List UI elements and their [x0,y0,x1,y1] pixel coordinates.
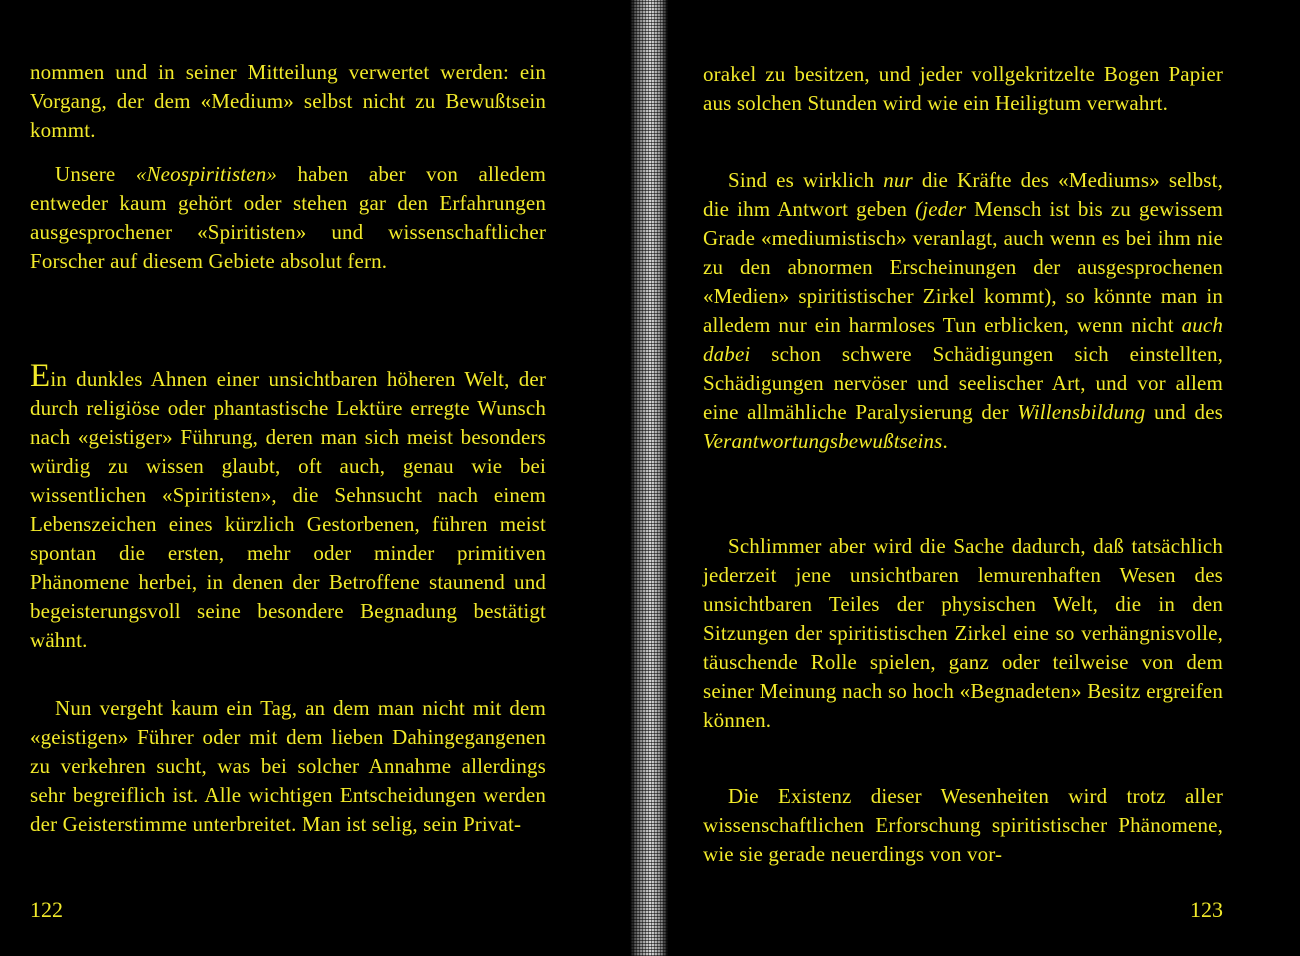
page-number: 123 [1190,897,1223,922]
paragraph-text: orakel zu besitzen, und jeder vollgekritzelte Bogen Papier aus solchen Stunden wird wie ein Heiligtum verwahrt. [703,62,1223,115]
paragraph [30,358,546,655]
book-gutter [630,0,668,956]
italic-term: auch dabei [703,313,1223,366]
paragraph-text: in dunkles Ahnen einer unsichtbaren höheren Welt, der durch religiöse oder phantastische Lektüre erregte Wunsch nach «geistiger» Führung, deren man sich meist besonders würdig zu wissen glaubt, oft auch, genau wie bei wissentlichen «Spiritisten», die Sehnsucht nach einem Lebenszeichen eines kürzlich Gestorbenen, führen meist spontan die ersten, mehr oder minder primitiven Phänomene herbei, in denen der Betroffene staunend und begeisterungsvoll seine besondere Begnadung bestätigt wähnt. [30,367,546,652]
paragraph-text: die Kräfte des «Mediums» selbst, die ihm Antwort geben [703,168,1223,221]
paragraph [703,60,1223,118]
right-page [703,0,1223,956]
drop-cap: E [30,358,51,394]
italic-term: Willensbildung [1017,400,1146,424]
paragraph-text: schon schwere Schädigungen sich einstellten, Schädigungen nervöser und seelischer Art, und vor allem eine allmähliche Paralysierung der [703,342,1223,424]
page-number: 122 [30,897,63,922]
paragraph [30,694,546,839]
paragraph-text: Schlimmer aber wird die Sache dadurch, daß tatsächlich jederzeit jene unsichtbaren lemurenhaften Wesen des unsichtbaren Teiles der physischen Welt, die in den Sitzungen der spiritistischen Zirkel eine so verhängnisvolle, täuschende Rolle spielen, ganz oder teilweise von dem seiner Meinung nach so hoch «Begnadeten» Besitz ergreifen können. [703,534,1223,732]
left-page [30,0,546,956]
italic-term: Verantwortungsbewußtseins [703,429,943,453]
paragraph-text: . [942,429,948,453]
paragraph-text: Sind es wirklich [728,168,884,192]
paragraph [703,782,1223,869]
paragraph [703,532,1223,735]
paragraph [30,58,546,145]
paragraph-text: und des [1145,400,1223,424]
italic-term: nur [883,168,913,192]
paragraph [30,160,546,276]
paragraph-text: Unsere [55,162,136,186]
paragraph [703,166,1223,456]
paragraph-text: Die Existenz dieser Wesenheiten wird trotz aller wissenschaftlichen Erforschung spiritistischer Phänomene, wie sie gerade neuerdings von vor- [703,784,1223,866]
paragraph-text: Nun vergeht kaum ein Tag, an dem man nicht mit dem «geistigen» Führer oder mit dem lieben Dahingegangenen zu verkehren sucht, was bei solcher Annahme allerdings sehr begreiflich ist. Alle wichtigen Entscheidungen werden der Geisterstimme unterbreitet. Man ist selig, sein Privat- [30,696,546,836]
italic-term: «Neospiritisten» [135,162,278,186]
paragraph-text: nommen und in seiner Mitteilung verwertet werden: ein Vorgang, der dem «Medium» selbst nicht zu Bewußtsein kommt. [30,60,546,142]
italic-term: (jeder [915,197,967,221]
paragraph-text: Mensch ist bis zu gewissem Grade «mediumistisch» veranlagt, auch wenn es bei ihm nie zu den abnormen Erscheinungen der ausgesprochenen «Medien» spiritistischer Zirkel kommt), so könnte man in alledem nur ein harmloses Tun erblicken, wenn nicht [703,197,1223,337]
paragraph-text: haben aber von alledem entweder kaum gehört oder stehen gar den Erfahrungen ausgesprochener «Spiritisten» und wissenschaftlicher Forscher auf diesem Gebiete absolut fern. [30,162,546,273]
